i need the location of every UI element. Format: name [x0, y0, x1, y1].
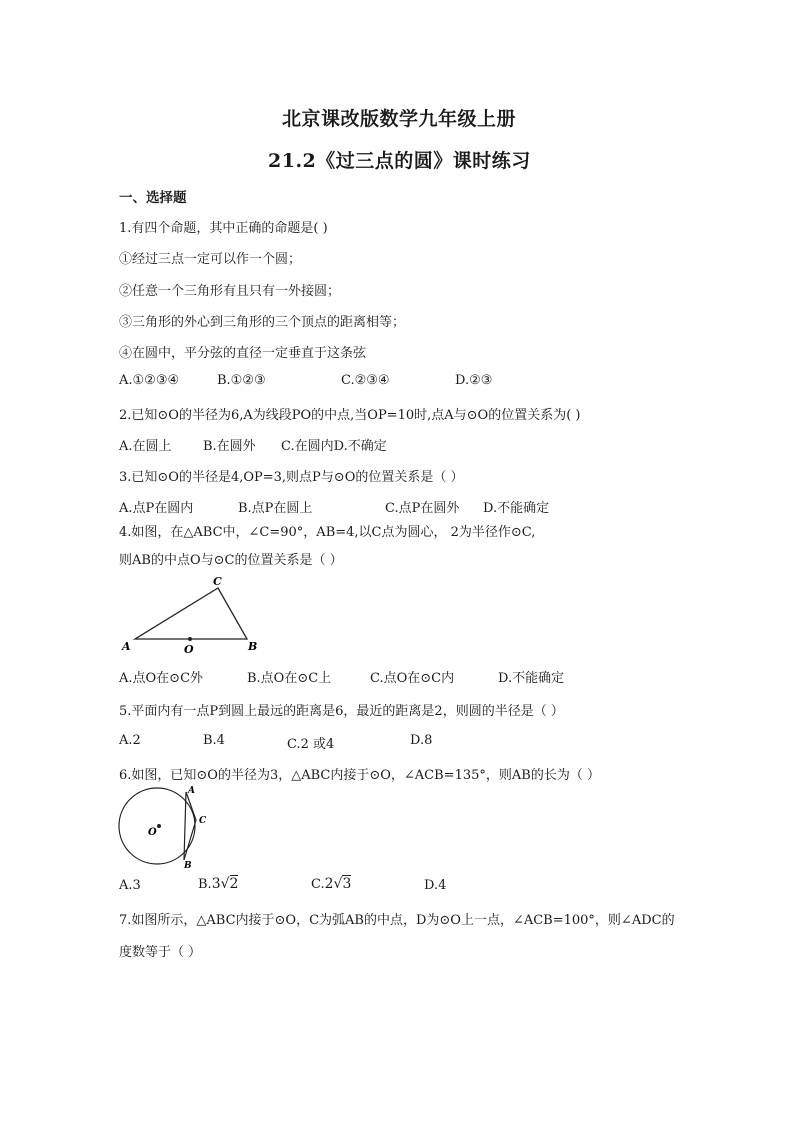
q1-option-c: C.②③④	[341, 373, 390, 388]
q6-option-c-coef: 2	[324, 876, 334, 892]
q5-option-b: B.4	[203, 733, 225, 748]
q5-stem: 5.平面内有一点P到圆上最远的距离是6，最近的距离是2，则圆的半径是（ ）	[119, 704, 564, 719]
q1-option-b: B.①②③	[217, 373, 266, 388]
page-subtitle: 21.2《过三点的圆》课时练习	[268, 150, 531, 172]
q6-option-b-prefix: B.	[198, 877, 212, 892]
q6-option-c-prefix: C.	[311, 877, 325, 892]
label-b: B	[184, 861, 192, 871]
label-a: A	[188, 786, 195, 796]
q4-stem-line-1: 4.如图，在△ABC中，∠C=90°，AB=4,以C点为圆心， 2为半径作⊙C,	[119, 525, 536, 540]
q1-statement-3: ③三角形的外心到三角形的三个顶点的距离相等；	[119, 315, 406, 330]
q6-option-c	[311, 876, 351, 892]
q4-option-c: C.点O在⊙C内	[370, 671, 455, 686]
q6-option-c-radicand: 3	[342, 876, 352, 892]
q6-option-b-coef: 3	[211, 876, 221, 892]
q6-option-b	[198, 876, 238, 892]
q6-stem: 6.如图，已知⊙O的半径为3，△ABC内接于⊙O，∠ACB=135°，则AB的长为（ ）	[119, 768, 600, 783]
q7-stem-line-1: 7.如图所示，△ABC内接于⊙O，C为弧AB的中点，D为⊙O上一点，∠ACB=100°，则∠ADC的	[119, 913, 675, 928]
q1-statement-1: ①经过三点一定可以作一个圆；	[119, 252, 302, 267]
q2-option-cd: C.在圆内D.不确定	[281, 439, 387, 454]
q5-option-a: A.2	[119, 733, 141, 748]
q1-statement-2: ②任意一个三角形有且只有一外接圆；	[119, 284, 341, 299]
q3-option-a: A.点P在圆内	[119, 501, 194, 516]
label-c: C	[213, 575, 222, 588]
q2-option-b: B.在圆外	[203, 439, 256, 454]
q1-stem: 1.有四个命题，其中正确的命题是( )	[119, 221, 328, 236]
q5-option-d: D.8	[410, 733, 433, 748]
center-o	[157, 824, 161, 828]
q4-triangle-figure	[119, 573, 269, 658]
sqrt-icon: √	[333, 876, 343, 892]
page-title: 北京课改版数学九年级上册	[282, 108, 517, 130]
q6-option-a: A.3	[119, 878, 141, 893]
q2-option-a: A.在圆上	[119, 439, 172, 454]
q6-circle-figure	[115, 782, 215, 872]
sqrt-icon: √	[220, 876, 230, 892]
midpoint-o	[188, 637, 192, 641]
q1-statement-4: ④在圆中，平分弦的直径一定垂直于这条弦	[119, 346, 367, 361]
label-o: O	[184, 643, 194, 656]
label-o: O	[148, 827, 157, 838]
q4-option-d: D.不能确定	[498, 671, 565, 686]
label-b: B	[248, 640, 258, 653]
q4-option-a: A.点O在⊙C外	[119, 671, 204, 686]
q3-option-d: D.不能确定	[483, 501, 550, 516]
q4-option-b: B.点O在⊙C上	[247, 671, 332, 686]
q5-option-c: C.2 或4	[287, 737, 335, 752]
q2-stem: 2.已知⊙O的半径为6,A为线段PO的中点,当OP=10时,点A与⊙O的位置关系为( )	[119, 408, 581, 423]
q3-option-c: C.点P在圆外	[385, 501, 460, 516]
q3-option-b: B.点P在圆上	[238, 501, 313, 516]
q6-option-b-radicand: 2	[229, 876, 239, 892]
chord-ab	[184, 792, 186, 860]
q1-option-a: A.①②③④	[119, 373, 180, 388]
triangle-abc	[135, 588, 247, 639]
q6-option-d: D.4	[424, 878, 447, 893]
label-a: A	[122, 640, 131, 653]
q1-option-d: D.②③	[455, 373, 493, 388]
q4-stem-line-2: 则AB的中点O与⊙C的位置关系是（ ）	[119, 553, 343, 568]
section-heading: 一、选择题	[119, 190, 187, 206]
label-c: C	[199, 816, 207, 826]
q3-stem: 3.已知⊙O的半径是4,OP=3,则点P与⊙O的位置关系是（ ）	[119, 470, 464, 485]
q7-stem-line-2: 度数等于（ ）	[119, 945, 202, 960]
